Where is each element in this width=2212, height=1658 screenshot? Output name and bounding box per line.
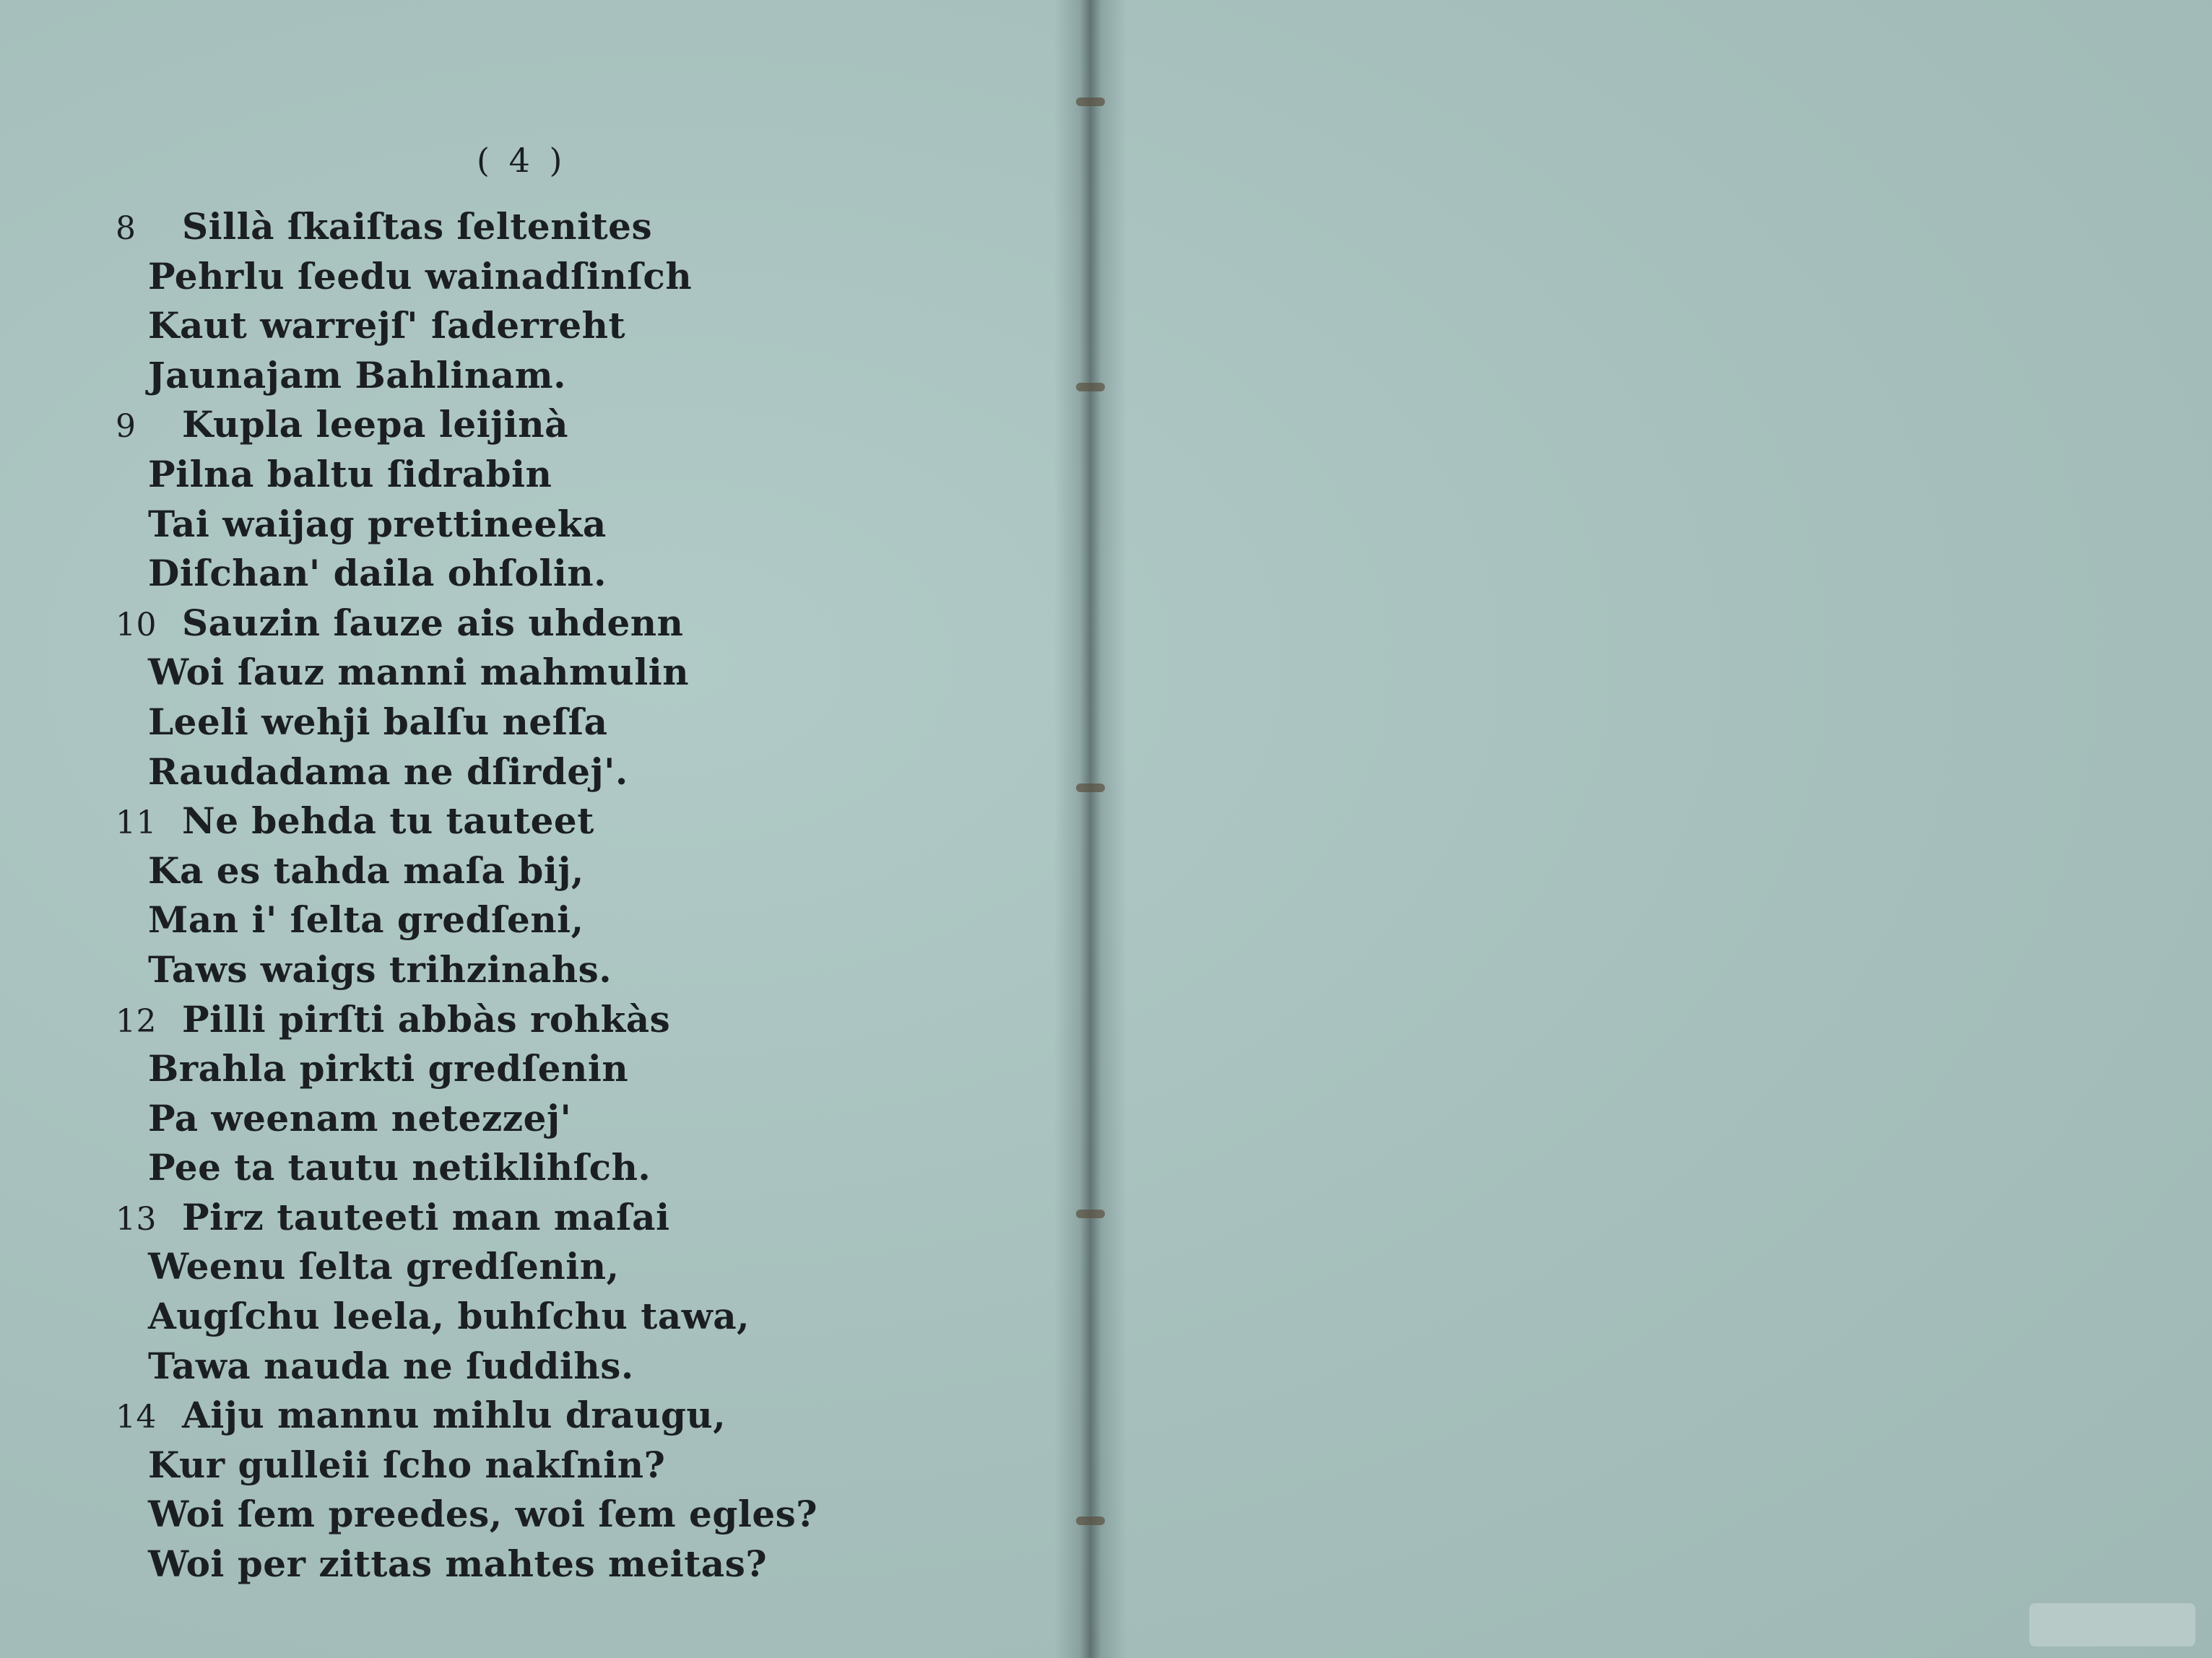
- line-text: Kur gulleii ſcho nakſnin?: [148, 1443, 666, 1486]
- verse-line: [101, 1143, 817, 1193]
- line-text: Brahla pirkti gredſenin: [148, 1047, 629, 1090]
- verse-line: [101, 945, 817, 995]
- line-text: Woi ſem preedes, woi ſem egles?: [148, 1493, 818, 1536]
- verse-line: [101, 846, 817, 896]
- verse-line: [101, 301, 817, 351]
- line-text: Sillà ſkaiſtas ſeltenites: [182, 205, 653, 248]
- line-text: Pa weenam netezzej': [148, 1096, 572, 1140]
- verse-number: 12: [116, 1002, 157, 1040]
- line-text: Kupla leepa leijinà: [182, 403, 568, 446]
- verse-line: [101, 1490, 817, 1540]
- page-number: ( 4 ): [477, 141, 567, 180]
- verse-line: [101, 400, 817, 450]
- verse-line: [101, 797, 817, 846]
- line-text: Pilna baltu ſidrabin: [148, 452, 552, 495]
- watermark: [2029, 1603, 2195, 1646]
- line-text: Jaunajam Bahlinam.: [148, 353, 567, 396]
- line-text: Pee ta tautu netiklihſch.: [148, 1146, 651, 1189]
- verse-number: 14: [116, 1399, 157, 1436]
- line-text: Ne behda tu tauteet: [182, 799, 594, 843]
- verse-line: [101, 1391, 817, 1441]
- verse-line: [101, 1540, 817, 1589]
- verse-line: [101, 450, 817, 500]
- line-text: Sauzin ſauze ais uhdenn: [182, 601, 684, 644]
- line-text: Augſchu leela, buhſchu tawa,: [148, 1295, 750, 1338]
- verse-number: 10: [116, 606, 157, 643]
- verse-line: [101, 1044, 817, 1094]
- verse-line: [101, 698, 817, 747]
- verse-line: [101, 351, 817, 401]
- verse-line: [101, 500, 817, 550]
- verse-line: [101, 202, 817, 252]
- verse-line: [101, 252, 817, 302]
- verse-line: [101, 1193, 817, 1243]
- verse-line: [101, 1441, 817, 1490]
- verse-number: 13: [116, 1200, 157, 1238]
- line-text: Leeli wehji balſu neſſa: [148, 700, 608, 743]
- verse-line: [101, 1342, 817, 1392]
- verse-line: [101, 599, 817, 648]
- verse-line: [101, 1292, 817, 1342]
- verse-line: [101, 747, 817, 797]
- line-text: Diſchan' daila ohſolin.: [148, 552, 607, 595]
- verse-text: [101, 202, 817, 1589]
- line-text: Tai waijag prettineeka: [148, 502, 607, 545]
- line-text: Taws waigs trihzinahs.: [148, 947, 612, 991]
- verse-number: 11: [116, 804, 157, 842]
- line-text: Woi ſauz manni mahmulin: [148, 651, 690, 694]
- verse-number: 8: [116, 210, 136, 247]
- line-text: Tawa nauda ne ſuddihs.: [148, 1344, 634, 1387]
- verse-line: [101, 895, 817, 945]
- left-page: [0, 0, 1076, 1658]
- verse-line: [101, 995, 817, 1045]
- line-text: Kaut warrejſ' ſaderreht: [148, 304, 626, 347]
- right-page: [1090, 0, 2212, 1658]
- line-text: Ka es tahda maſa bij,: [148, 848, 584, 892]
- line-text: Pirz tauteeti man maſai: [182, 1195, 670, 1238]
- line-text: Pehrlu ſeedu wainadſinſch: [148, 254, 693, 298]
- verse-line: [101, 549, 817, 599]
- verse-line: [101, 1242, 817, 1292]
- verse-line: [101, 1094, 817, 1144]
- line-text: Man i' ſelta gredſeni,: [148, 898, 584, 942]
- line-text: Raudadama ne dſirdej'.: [148, 750, 628, 793]
- verse-number: 9: [116, 408, 136, 446]
- line-text: Aiju mannu mihlu draugu,: [182, 1394, 727, 1437]
- line-text: Pilli pirſti abbàs rohkàs: [182, 997, 671, 1041]
- verse-line: [101, 648, 817, 698]
- line-text: Woi per zittas mahtes meitas?: [148, 1542, 768, 1586]
- line-text: Weenu ſelta gredſenin,: [148, 1245, 620, 1288]
